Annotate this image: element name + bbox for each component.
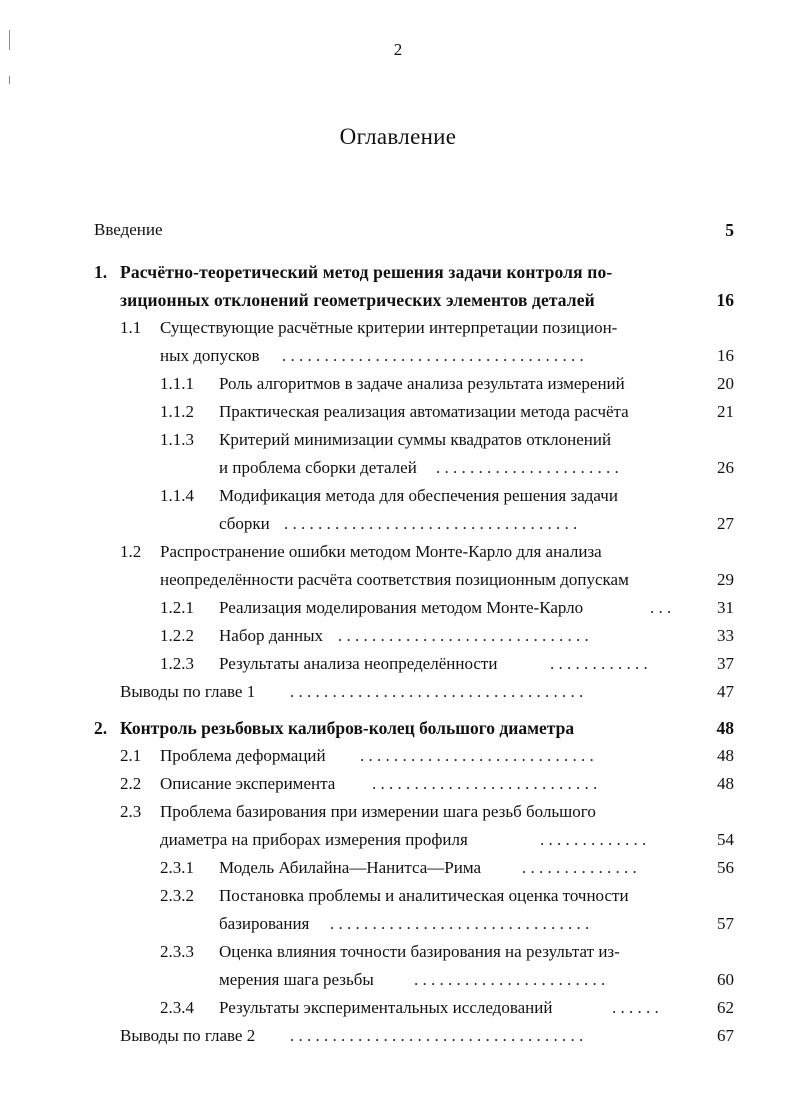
toc-section-2-3[interactable] — [0, 798, 796, 826]
toc-entry-intro[interactable] — [0, 216, 796, 244]
toc-entry-page: 20 — [717, 374, 734, 393]
toc-entry-page: 62 — [717, 998, 734, 1017]
toc-entry-page: 54 — [717, 830, 734, 849]
toc-subsection-1-1-1[interactable] — [0, 370, 796, 398]
toc-entry-page: 26 — [717, 458, 734, 477]
toc-section-1-1-cont[interactable] — [0, 342, 796, 370]
toc-section-title-line1: Проблема базирования при измерении шага резьб большого — [160, 802, 596, 821]
toc-subsection-2-3-2[interactable] — [0, 882, 796, 910]
toc-chapter-1-cont[interactable] — [0, 286, 796, 314]
toc-subsection-number: 1.2.2 — [160, 626, 194, 645]
toc-subsection-number: 1.1.1 — [160, 374, 194, 393]
toc-conclusion-1[interactable] — [0, 678, 796, 706]
toc-entry-page: 48 — [716, 718, 734, 738]
toc-entry-page: 48 — [717, 774, 734, 793]
toc-subsection-title-line2: сборки — [219, 514, 270, 533]
toc-subsection-number: 1.2.1 — [160, 598, 194, 617]
toc-section-title-line2: диаметра на приборах измерения профиля — [160, 830, 468, 849]
toc-subsection-title-line2: мерения шага резьбы — [219, 970, 374, 989]
toc-section-title-line1: Существующие расчётные критерии интерпретации позицион- — [160, 318, 618, 337]
page-title: Оглавление — [339, 124, 457, 149]
toc-chapter-number: 2. — [94, 718, 108, 738]
toc-section-2-3-cont[interactable] — [0, 826, 796, 854]
toc-subsection-number: 2.3.3 — [160, 942, 194, 961]
toc-chapter-1[interactable] — [0, 258, 796, 286]
toc-section-number: 2.1 — [120, 746, 142, 765]
toc-section-2-2[interactable] — [0, 770, 796, 798]
toc-subsection-number: 1.2.3 — [160, 654, 194, 673]
leader-dots: . . . . . . . . . . . . — [550, 654, 648, 673]
toc-section-number: 1.2 — [120, 542, 142, 561]
leader-dots: . . . . . . . . . . . . . . . . . . . . . . . — [414, 970, 606, 989]
toc-section-title-line1: Распространение ошибки методом Монте-Карло для анализа — [160, 542, 602, 561]
toc-entry-page: 67 — [717, 1026, 734, 1045]
leader-dots: . . . . . . . . . . . . . . . . . . . . . . . . . . . . . . . . . . . — [290, 682, 584, 701]
leader-dots: . . . . . . — [612, 998, 659, 1017]
toc-subsection-1-1-4[interactable] — [0, 482, 796, 510]
page-number: 2 — [393, 40, 403, 59]
toc-entry-page: 56 — [717, 858, 734, 877]
leader-dots: . . . . . . . . . . . . . — [540, 830, 647, 849]
toc-section-1-1[interactable] — [0, 314, 796, 342]
toc-subsection-title-line1: Критерий минимизации суммы квадратов отклонений — [219, 430, 612, 449]
toc-entry-page: 27 — [717, 514, 734, 533]
leader-dots: . . . . . . . . . . . . . . . . . . . . . . . . . . . . — [360, 746, 594, 765]
toc-entry-page: 5 — [725, 220, 734, 240]
toc-subsection-number: 1.1.2 — [160, 402, 194, 421]
toc-entry-page: 48 — [717, 746, 734, 765]
leader-dots: . . . . . . . . . . . . . . . . . . . . . . . . . . . . . . . . . . . — [284, 514, 578, 533]
toc-chapter-2[interactable] — [0, 714, 796, 742]
toc-section-title-line2: ных допусков — [160, 346, 260, 365]
toc-section-number: 1.1 — [120, 318, 142, 337]
toc-subsection-title: Роль алгоритмов в задаче анализа результата измерений — [219, 374, 625, 393]
toc-subsection-title: Результаты экспериментальных исследований — [219, 998, 553, 1017]
toc-subsection-2-3-3-cont[interactable] — [0, 966, 796, 994]
leader-dots: . . . — [650, 598, 672, 617]
toc-entry-page: 29 — [717, 570, 734, 589]
toc-subsection-title-line2: и проблема сборки деталей — [219, 458, 417, 477]
leader-dots: . . . . . . . . . . . . . . . . . . . . . . . . . . . — [372, 774, 598, 793]
toc-subsection-1-1-4-cont[interactable] — [0, 510, 796, 538]
toc-subsection-number: 2.3.4 — [160, 998, 194, 1017]
toc-entry-text: Выводы по главе 2 — [120, 1026, 256, 1045]
toc-entry-page: 31 — [717, 598, 734, 617]
toc-subsection-1-2-1[interactable] — [0, 594, 796, 622]
toc-entry-page: 60 — [717, 970, 734, 989]
toc-entry-page: 16 — [716, 290, 734, 310]
toc-section-title-line2: неопределённости расчёта соответствия позиционным допускам — [160, 570, 629, 589]
toc-section-1-2[interactable] — [0, 538, 796, 566]
toc-subsection-title: Реализация моделирования методом Монте-Карло — [219, 598, 584, 617]
toc-entry-text: Выводы по главе 1 — [120, 682, 256, 701]
toc-section-2-1[interactable] — [0, 742, 796, 770]
toc-subsection-title: Набор данных — [219, 626, 324, 645]
toc-entry-page: 37 — [717, 654, 734, 673]
leader-dots: . . . . . . . . . . . . . . . . . . . . . . . . . . . . . . . . . . . . — [282, 346, 584, 365]
toc-chapter-title: Контроль резьбовых калибров-колец большого диаметра — [120, 718, 575, 738]
toc-entry-page: 21 — [717, 402, 734, 421]
toc-subsection-title: Модель Абилайна—Нанитса—Рима — [219, 858, 482, 877]
toc-subsection-2-3-1[interactable] — [0, 854, 796, 882]
toc-section-number: 2.2 — [120, 774, 142, 793]
toc-chapter-number: 1. — [94, 262, 108, 282]
toc-entry-page: 16 — [717, 346, 734, 365]
toc-subsection-number: 1.1.3 — [160, 430, 194, 449]
toc-subsection-title-line1: Модификация метода для обеспечения решения задачи — [219, 486, 618, 505]
scan-mark — [9, 76, 10, 84]
leader-dots: . . . . . . . . . . . . . . . . . . . . . . . . . . . . . . . — [330, 914, 590, 933]
toc-section-number: 2.3 — [120, 802, 142, 821]
leader-dots: . . . . . . . . . . . . . . — [522, 858, 637, 877]
toc-section-1-2-cont[interactable] — [0, 566, 796, 594]
toc-section-title: Проблема деформаций — [160, 746, 326, 765]
leader-dots: . . . . . . . . . . . . . . . . . . . . . . — [436, 458, 619, 477]
toc-subsection-title: Результаты анализа неопределённости — [219, 654, 498, 673]
toc-entry-page: 33 — [717, 626, 734, 645]
toc-subsection-title-line2: базирования — [219, 914, 310, 933]
toc-subsection-title: Практическая реализация автоматизации метода расчёта — [219, 402, 629, 421]
toc-chapter-title-line2: зиционных отклонений геометрических элементов деталей — [120, 290, 595, 310]
toc-subsection-1-1-2[interactable] — [0, 398, 796, 426]
toc-section-title: Описание эксперимента — [160, 774, 336, 793]
toc-subsection-2-3-2-cont[interactable] — [0, 910, 796, 938]
toc-entry-page: 57 — [717, 914, 734, 933]
toc-subsection-title-line1: Постановка проблемы и аналитическая оценка точности — [219, 886, 629, 905]
toc-subsection-number: 1.1.4 — [160, 486, 194, 505]
leader-dots: . . . . . . . . . . . . . . . . . . . . . . . . . . . . . . . . . . . — [290, 1026, 584, 1045]
toc-subsection-title-line1: Оценка влияния точности базирования на результат из- — [219, 942, 620, 961]
toc-subsection-1-1-3-cont[interactable] — [0, 454, 796, 482]
toc-chapter-title-line1: Расчётно-теоретический метод решения задачи контроля по- — [120, 262, 613, 282]
toc-entry-text: Введение — [94, 220, 163, 239]
toc-entry-page: 47 — [717, 682, 734, 701]
toc-subsection-1-1-3[interactable] — [0, 426, 796, 454]
toc-conclusion-2[interactable] — [0, 1022, 796, 1050]
toc-subsection-2-3-4[interactable] — [0, 994, 796, 1022]
toc-subsection-2-3-3[interactable] — [0, 938, 796, 966]
toc-subsection-number: 2.3.1 — [160, 858, 194, 877]
leader-dots: . . . . . . . . . . . . . . . . . . . . . . . . . . . . . . — [338, 626, 589, 645]
toc-subsection-1-2-3[interactable] — [0, 650, 796, 678]
toc-subsection-1-2-2[interactable] — [0, 622, 796, 650]
toc-subsection-number: 2.3.2 — [160, 886, 194, 905]
